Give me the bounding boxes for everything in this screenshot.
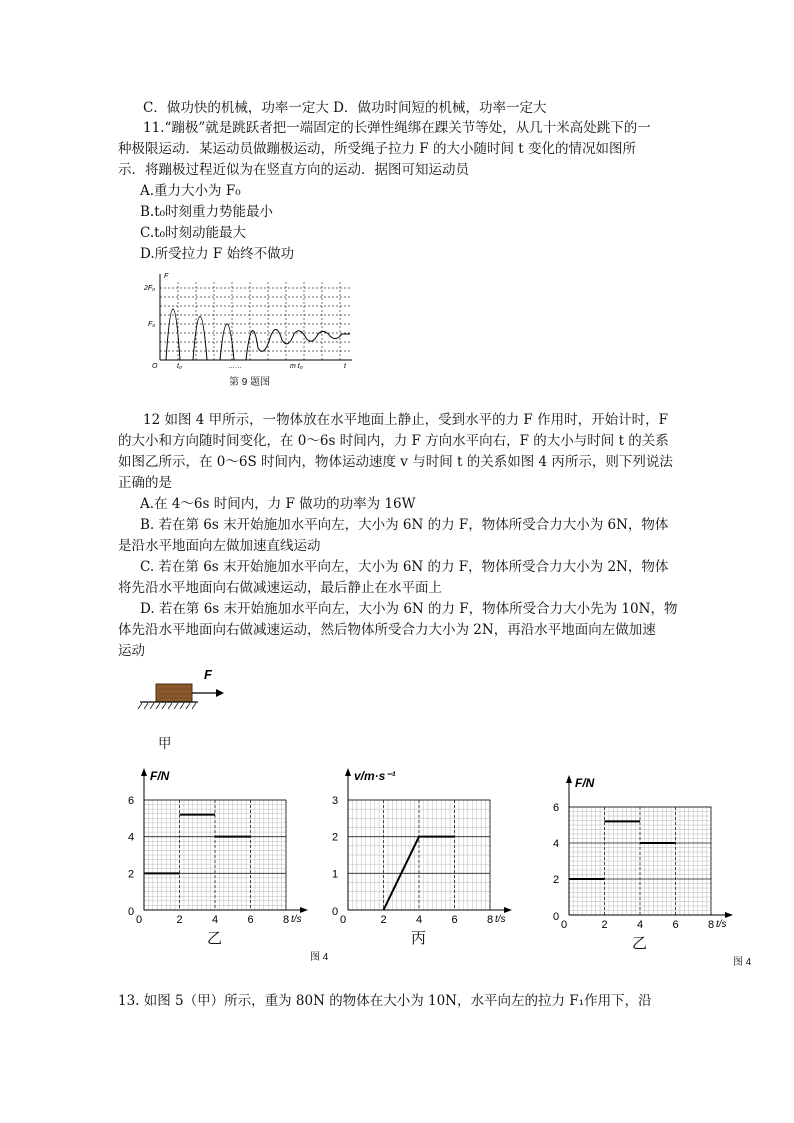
y-tick-label: 6 — [128, 795, 135, 807]
q11-option-b: B.t₀时刻重力势能最小 — [140, 204, 274, 220]
x-tick-label: 4 — [416, 914, 423, 926]
y-axis-title: F/N — [150, 769, 170, 783]
x-tick-label: 6 — [247, 914, 254, 926]
y-tick-label: 1 — [332, 868, 339, 881]
x-tick-label: 4 — [212, 914, 219, 926]
q12-option-d-line-3: 运动 — [118, 643, 145, 659]
x-tick-label: 2 — [601, 919, 608, 931]
figure-4-caption-2: 图 4 — [733, 957, 752, 968]
y-tick-label: 2 — [332, 831, 339, 844]
x-tick-label: 6 — [451, 914, 458, 926]
q12-option-d-line-1: D. 若在第 6s 末开始施加水平向左，大小为 6N 的力 F，物体所受合力大小先为 10N，物 — [140, 601, 678, 617]
q12-stem-line-1: 12 如图 4 甲所示，一物体放在水平地面上静止，受到水平的力 F 作用时，开始计时，F — [143, 412, 668, 428]
y-tick-label: 4 — [128, 831, 135, 844]
x-axis-title: t/s — [716, 919, 727, 930]
y-axis-arrow — [345, 768, 351, 776]
x-tick-label: 0 — [136, 914, 143, 926]
q12-option-c-line-1: C. 若在第 6s 末开始施加水平向左，大小为 6N 的力 F，物体所受合力大小为 2N，物体 — [140, 559, 669, 575]
force-label: F — [204, 667, 212, 682]
q12-option-c-line-2: 将先沿水平地面向右做减速运动，最后静止在水平面上 — [118, 580, 442, 596]
q12-stem-line-4: 正确的是 — [118, 475, 172, 491]
x-tick-label: 0 — [561, 919, 568, 931]
q11-option-c: C.t₀时刻动能最大 — [140, 225, 246, 241]
y-tick-label: 2 — [553, 874, 560, 886]
block — [156, 684, 192, 702]
fig9-t-axis-label: t — [344, 363, 346, 370]
block-force-diagram — [136, 664, 236, 716]
q12-stem-line-3: 如图乙所示，在 0～6S 时间内，物体运动速度 v 与时间 t 的关系如图 4 丙所示，则下列说法 — [118, 454, 673, 470]
q11-stem-line-3: 示．将蹦极过程近似为在竖直方向的运动．据图可知运动员 — [118, 162, 469, 178]
bungee-force-figure — [140, 268, 360, 373]
x-axis-title: t/s — [291, 914, 302, 925]
x-tick-label: 4 — [637, 919, 644, 931]
fig9-y-mid-label: F₀ — [148, 321, 156, 328]
graph-name: 乙 — [207, 930, 223, 947]
q10-options-line: C．做功快的机械，功率一定大 D．做功时间短的机械，功率一定大 — [143, 100, 547, 116]
y-tick-label: 2 — [128, 868, 135, 881]
figure-jia-label: 甲 — [158, 736, 172, 752]
fig9-caption: 第 9 题图 — [229, 377, 271, 388]
fig9-t0-label: t₀ — [177, 363, 182, 370]
x-tick-label: 8 — [283, 914, 290, 926]
fig9-y-axis-label: F — [164, 273, 169, 280]
q12-option-d-line-2: 体先沿水平地面向右做减速运动，然后物体所受合力大小为 2N，再沿水平地面向左做加速 — [118, 622, 656, 638]
y-axis-title: v/m·s⁻¹ — [354, 769, 396, 783]
graph-name: 乙 — [632, 935, 648, 952]
q12-option-b-line-1: B. 若在第 6s 末开始施加水平向左，大小为 6N 的力 F，物体所受合力大小为 6N，物体 — [140, 517, 669, 533]
fig9-ellipsis: …… — [228, 363, 242, 370]
q12-stem-line-2: 的大小和方向随时间变化，在 0～6s 时间内，力 F 方向水平向右，F 的大小与时间 t 的关系 — [118, 433, 669, 449]
fig9-y-top-label: 2F₀ — [144, 285, 156, 292]
y-axis-arrow — [566, 775, 572, 783]
x-axis-arrow — [725, 912, 733, 918]
q11-option-a: A.重力大小为 F₀ — [140, 183, 241, 199]
y-tick-label: 6 — [553, 802, 560, 814]
y-axis-title: F/N — [575, 776, 595, 790]
q11-stem-line-2: 种极限运动．某运动员做蹦极运动，所受绳子拉力 F 的大小随时间 t 变化的情况如图所 — [118, 141, 636, 157]
q11-stem-line-1: 11.“蹦极”就是跳跃者把一端固定的长弹性绳绑在踝关节等处，从几十米高处跳下的一 — [143, 120, 651, 136]
q13-stem-line-1: 13. 如图 5（甲）所示，重为 80N 的物体在大小为 10N，水平向左的拉力 F₁作用下，沿 — [118, 993, 652, 1009]
y-tick-label: 4 — [553, 838, 560, 850]
figure-4-caption-1: 图 4 — [310, 952, 329, 963]
fig9-origin-label: O — [152, 363, 158, 370]
q11-option-d: D.所受拉力 F 始终不做功 — [140, 246, 295, 262]
q12-option-a: A.在 4～6s 时间内，力 F 做功的功率为 16W — [140, 496, 416, 512]
x-tick-label: 8 — [708, 919, 715, 931]
y-axis-arrow — [141, 768, 147, 776]
x-axis-arrow — [300, 907, 308, 913]
x-tick-label: 0 — [340, 914, 347, 926]
figure-4-graphs — [0, 755, 794, 970]
x-axis-arrow — [504, 907, 512, 913]
y-tick-label: 3 — [332, 795, 339, 807]
x-tick-label: 2 — [380, 914, 387, 926]
x-axis-title: t/s — [495, 914, 506, 925]
x-tick-label: 2 — [176, 914, 183, 926]
y-tick-label: 0 — [553, 911, 560, 923]
x-tick-label: 8 — [487, 914, 494, 926]
fig9-mt0-label: m t₀ — [290, 363, 303, 370]
y-tick-label: 0 — [128, 906, 135, 918]
q12-option-b-line-2: 是沿水平地面向左做加速直线运动 — [118, 538, 321, 554]
y-tick-label: 0 — [332, 906, 339, 918]
x-tick-label: 6 — [672, 919, 679, 931]
graph-name: 丙 — [411, 930, 427, 947]
